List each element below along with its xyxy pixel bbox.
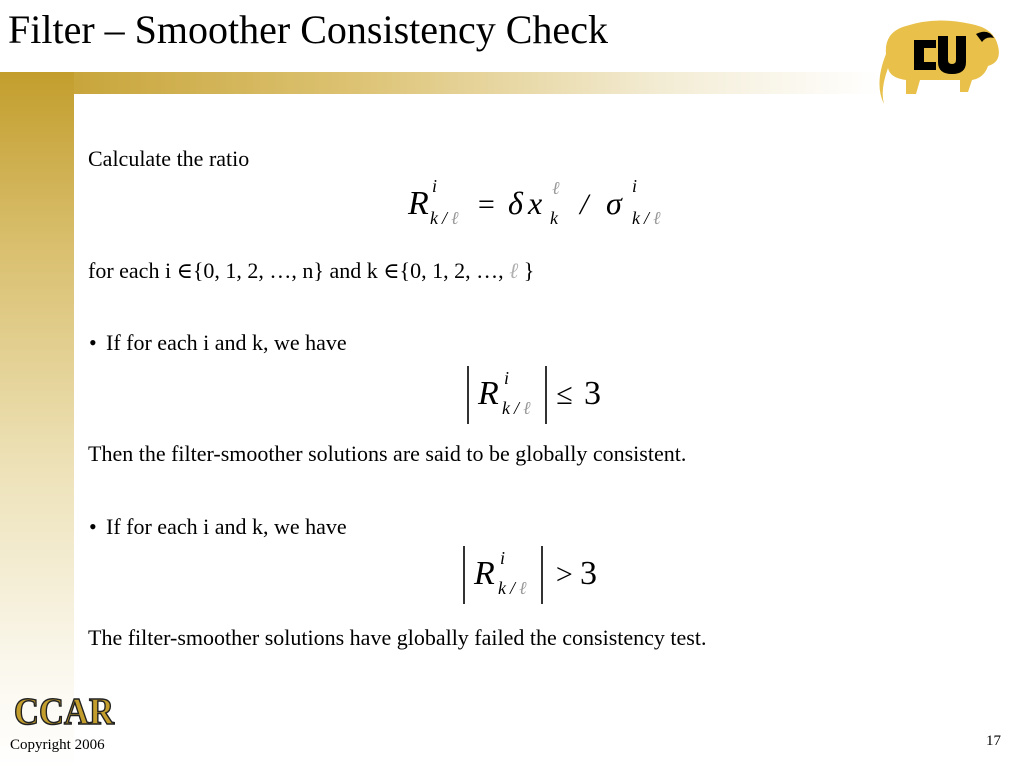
svg-text:i: i bbox=[500, 548, 506, 568]
bullet-2-dot: • bbox=[89, 514, 97, 539]
ell-symbol: ℓ bbox=[503, 258, 524, 283]
cu-buffalo-logo bbox=[876, 14, 1004, 108]
result-2-text: The filter-smoother solutions have globally failed the consistency test. bbox=[88, 625, 707, 650]
for-each-prefix: for each i bbox=[88, 258, 172, 283]
svg-text:x: x bbox=[528, 185, 543, 221]
set-k-close: } bbox=[523, 258, 535, 283]
bullet-2-text: If for each i and k, we have bbox=[106, 514, 347, 539]
svg-text:δ: δ bbox=[508, 185, 523, 221]
inequality-1-rhs: 3 bbox=[584, 375, 601, 412]
svg-text:ℓ: ℓ bbox=[451, 208, 459, 228]
svg-text:k: k bbox=[550, 208, 558, 228]
svg-text:σ: σ bbox=[606, 185, 622, 221]
ccar-logo bbox=[10, 688, 120, 734]
inequality-2-rhs: 3 bbox=[580, 555, 597, 592]
result-1-text: Then the filter-smoother solutions are said to be globally consistent. bbox=[88, 441, 687, 466]
svg-text:/: / bbox=[644, 208, 650, 228]
svg-text:R: R bbox=[408, 185, 429, 222]
for-each-line bbox=[88, 258, 534, 284]
bullet-1-dot: • bbox=[89, 330, 97, 355]
svg-text:≤: ≤ bbox=[556, 378, 573, 411]
ratio-formula bbox=[400, 172, 680, 232]
svg-text:k: k bbox=[502, 398, 510, 418]
set-i: {0, 1, 2, …, n} bbox=[192, 258, 324, 283]
failure-inequality bbox=[456, 542, 616, 610]
copyright-text: Copyright 2006 bbox=[10, 737, 105, 753]
consistency-inequality bbox=[460, 362, 620, 430]
svg-text:R: R bbox=[474, 555, 495, 592]
bullet-1-text: If for each i and k, we have bbox=[106, 330, 347, 355]
page-number: 17 bbox=[986, 733, 1001, 749]
svg-text:R: R bbox=[478, 375, 499, 412]
set-k-open: {0, 1, 2, …, bbox=[399, 258, 504, 283]
left-decor-band bbox=[0, 72, 74, 768]
svg-text:/: / bbox=[514, 398, 520, 418]
svg-text:>: > bbox=[554, 558, 575, 591]
svg-text:/: / bbox=[580, 188, 589, 221]
intro-text: Calculate the ratio bbox=[88, 146, 250, 171]
svg-text:k: k bbox=[632, 208, 640, 228]
svg-text:k: k bbox=[498, 578, 506, 598]
svg-text:ℓ: ℓ bbox=[653, 208, 661, 228]
svg-text:i: i bbox=[504, 368, 510, 388]
svg-text:ℓ: ℓ bbox=[552, 178, 560, 198]
svg-text:CCAR: CCAR bbox=[14, 691, 115, 733]
svg-text:i: i bbox=[432, 176, 438, 196]
element-of-symbol: ∈ bbox=[383, 258, 400, 283]
title-underline-band bbox=[0, 72, 880, 94]
svg-text:/: / bbox=[442, 208, 448, 228]
for-each-and: and k bbox=[329, 258, 378, 283]
slide-title: Filter – Smoother Consistency Check bbox=[8, 7, 608, 52]
element-of-symbol: ∈ bbox=[176, 258, 193, 283]
svg-text:=: = bbox=[476, 188, 497, 221]
svg-text:ℓ: ℓ bbox=[523, 398, 531, 418]
svg-text:k: k bbox=[430, 208, 438, 228]
svg-text:ℓ: ℓ bbox=[519, 578, 527, 598]
svg-text:/: / bbox=[510, 578, 516, 598]
svg-text:i: i bbox=[632, 176, 638, 196]
